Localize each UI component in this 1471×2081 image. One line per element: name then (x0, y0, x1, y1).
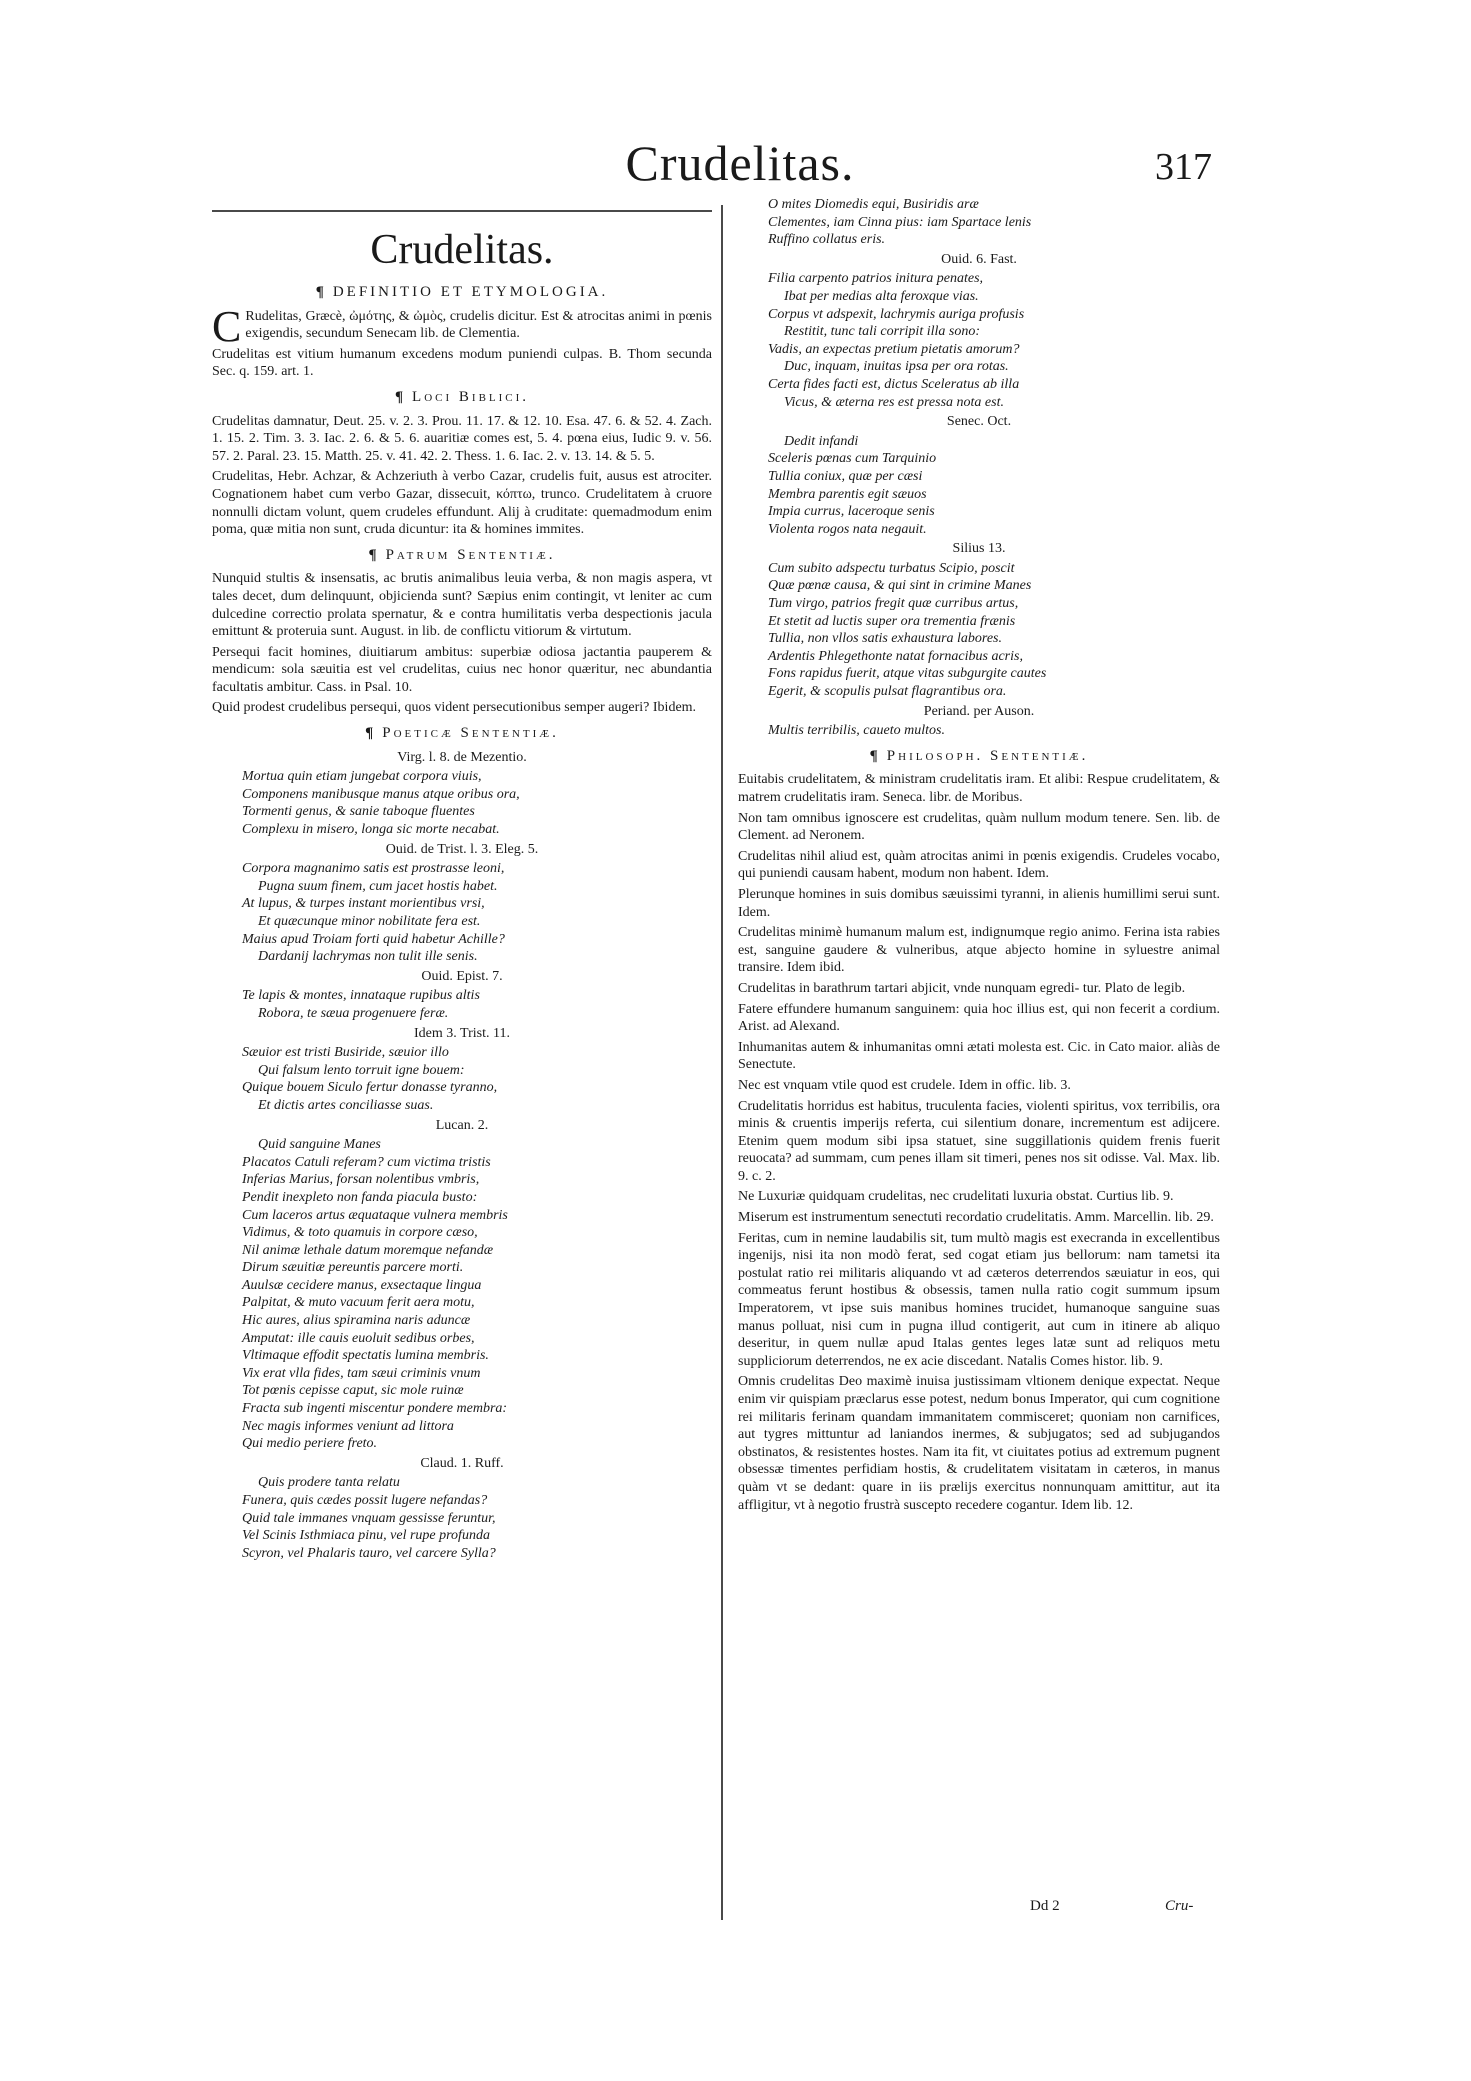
verse-line: Inferias Marius, forsan nolentibus vmbris, (242, 1172, 480, 1188)
verse-line: Palpitat, & muto vacuum ferit aera motu, (242, 1295, 475, 1311)
verse-line: Robora, te sæua progenuere feræ. (258, 1005, 449, 1021)
poet-attribution: Idem 3. Trist. 11. (414, 1025, 510, 1041)
verse-block (212, 768, 712, 838)
verse-line: Pugna suum finem, cum jacet hostis habet. (258, 878, 498, 894)
catchword: Cru- (1165, 1898, 1194, 1914)
verse-line: Amputat: ille cauis euoluit sedibus orbes, (242, 1330, 475, 1346)
verse-line: Et stetit ad luctis super ora trementia frænis (768, 613, 1016, 629)
verse-line: Vix erat vlla fides, tam sæui criminis vnum (242, 1365, 481, 1381)
verse-line: Cum laceros artus æquataque vulnera membris (242, 1207, 508, 1223)
philosophical-paragraph: Crudelitas nihil aliud est, quàm atrocitas animi in pœnis exigendis. Crudeles vocabo, qui puniendi causam habent, modum non habent. Idem. (738, 848, 1220, 882)
verse-line: Sæuior est tristi Busiride, sæuior illo (242, 1045, 449, 1061)
poet-attribution: Silius 13. (952, 541, 1006, 557)
verse-line: Cum subito adspectu turbatus Scipio, poscit (768, 560, 1015, 576)
definition-paragraph: Crudelitas est vitium humanum excedens modum puniendi culpas. B. Thom secunda Sec. q. 159. art. 1. (212, 346, 712, 380)
section-heading-text: Patrum Sententiæ. (385, 546, 556, 563)
verse-block (738, 196, 1220, 249)
verse-block (212, 860, 712, 966)
verse-block (212, 1474, 712, 1562)
philosophical-paragraph: Miserum est instrumentum senectuti recordatio crudelitatis. Amm. Marcellin. lib. 29. (738, 1210, 1214, 1226)
verse-line: Restitit, tunc tali corripit illa sono: (784, 324, 980, 340)
philosophical-paragraph: Nec est vnquam vtile quod est crudele. Idem in offic. lib. 3. (738, 1077, 1071, 1093)
verse-block (738, 560, 1220, 701)
section-heading-definitio (212, 284, 712, 302)
patristic-paragraph: Persequi facit homines, diuitiarum ambitus: superbiæ odiosa jactantia pauperem & mendicum: sola sæuitia est vel crudelitas, cuius nec honor quæritur, nec abundantia facultatis ambitur. Cass. in Psal. 10. (212, 644, 712, 695)
verse-line: Nil animæ lethale datum moremque nefandæ (242, 1242, 494, 1258)
verse-line: Tullia, non vllos satis exhaustura labores. (768, 631, 1002, 647)
poet-attribution: Ouid. 6. Fast. (941, 251, 1017, 267)
verse-line: Hic aures, alius spiramina naris aduncæ (242, 1313, 471, 1329)
verse-line: Auulsæ cecidere manus, exsectaque lingua (242, 1277, 482, 1293)
verse-block (212, 1136, 712, 1453)
pilcrow-icon: ¶ (368, 546, 380, 563)
biblical-paragraph: Crudelitas, Hebr. Achzar, & Achzeriuth à verbo Cazar, crudelis fuit, ausus est atrociter. Cognationem habet cum verbo Gazar, dissecuit, κόπτω, trunco. Crudelitatem à cruore nonnulli dictam volunt, quem crudeles effundunt. Alij à cruditate: quemadmodum enim poma, quæ mitia non sunt, cruda dicuntur: ita & homines immites. (212, 469, 712, 538)
philosophical-paragraph: Plerunque homines in suis domibus sæuissimi tyranni, in alienis humillimi serui sunt. Idem. (738, 886, 1220, 920)
verse-line: Filia carpento patrios initura penates, (768, 271, 984, 287)
verse-line: Vadis, an expectas pretium pietatis amorum? (768, 341, 1020, 357)
philosophical-paragraph: Crudelitas minimè humanum malum est, indignumque regio animo. Ferina ista rabies est, sanguine gaudere & vulneribus, atque abjecto homine in syluestre animal transire. Idem ibid. (738, 925, 1220, 976)
verse-line: Te lapis & montes, innataque rupibus altis (242, 988, 480, 1004)
verse-line: Et quæcunque minor nobilitate fera est. (258, 914, 481, 929)
verse-line: Certa fides facti est, dictus Sceleratus ab illa (768, 376, 1020, 392)
section-heading-biblici (212, 389, 712, 407)
verse-line: Quid sanguine Manes (258, 1137, 381, 1153)
verse-line: Componens manibusque manus atque oribus ora, (242, 786, 520, 802)
patristic-paragraph: Quid prodest crudelibus persequi, quos vident persecutionibus semper augeri? Ibidem. (212, 700, 697, 716)
verse-line: Corpora magnanimo satis est prostrasse leoni, (242, 861, 505, 877)
verse-line: Vel Scinis Isthmiaca pinu, vel rupe profunda (242, 1528, 490, 1544)
verse-line: Dirum sæuitiæ pereuntis parcere morti. (242, 1260, 464, 1276)
running-title: Crudelitas. (625, 135, 855, 191)
left-column (212, 210, 712, 1562)
philosophical-paragraph: Ne Luxuriæ quidquam crudelitas, nec crudelitati luxuria obstat. Curtius lib. 9. (738, 1189, 1174, 1205)
column-divider (721, 205, 723, 1920)
verse-line: Complexu in misero, longa sic morte necabat. (242, 822, 500, 838)
definition-paragraph (212, 301, 712, 351)
philosophical-paragraph: Non tam omnibus ignoscere est crudelitas, quàm nullum modum tenere. Sen. lib. de Clement. ad Neronem. (738, 810, 1220, 844)
pilcrow-icon: ¶ (869, 747, 881, 764)
verse-line: Mortua quin etiam jungebat corpora viuis, (242, 769, 482, 785)
verse-line: Nec magis informes veniunt ad littora (242, 1418, 454, 1434)
verse-line: Et dictis artes conciliasse suas. (258, 1097, 434, 1113)
verse-line: Impia currus, laceroque senis (768, 504, 935, 520)
section-heading-text: Loci Biblici. (412, 388, 530, 405)
verse-line: Funera, quis cædes possit lugere nefandas? (242, 1493, 488, 1508)
verse-line: Duc, inquam, inuitas ipsa per ora rotas. (784, 359, 1009, 375)
verse-block (738, 722, 1220, 740)
verse-line: At lupus, & turpes instant morientibus vrsi, (242, 896, 485, 912)
pilcrow-icon: ¶ (394, 388, 407, 405)
verse-line: Quique bouem Siculo fertur donasse tyranno, (242, 1080, 498, 1096)
poet-attribution: Ouid. Epist. 7. (421, 968, 503, 984)
verse-line: Placatos Catuli referam? cum victima tristis (242, 1154, 491, 1170)
verse-line: Dardanij lachrymas non tulit ille senis. (258, 949, 478, 965)
section-heading-text: DEFINITIO ET ETYMOLOGIA. (332, 284, 609, 300)
verse-block (738, 433, 1220, 539)
verse-line: Vicus, & æterna res est pressa nota est. (784, 394, 1004, 410)
philosophical-paragraph: Inhumanitas autem & inhumanitas omni ætati molesta est. Cic. in Cato maior. aliàs de Senectute. (738, 1039, 1220, 1073)
verse-block (212, 1044, 712, 1114)
verse-line: Corpus vt adspexit, lachrymis auriga profusis (768, 306, 1025, 322)
poet-attribution: Ouid. de Trist. l. 3. Eleg. 5. (385, 841, 539, 857)
verse-line: Qui falsum lento torruit igne bouem: (258, 1062, 465, 1078)
poet-attribution: Senec. Oct. (946, 414, 1012, 430)
verse-line: Vltimaque effodit spectatis lumina membris. (242, 1348, 489, 1364)
verse-line: Egerit, & scopulis pulsat flagrantibus ora. (768, 684, 1007, 700)
verse-block (212, 987, 712, 1022)
poet-attribution: Virg. l. 8. de Mezentio. (397, 749, 527, 765)
verse-line: Dedit infandi (784, 433, 859, 449)
philosophical-paragraph: Fatere effundere humanum sanguinem: quia hoc illius est, qui non fecerit a cordium. Arist. ad Alexand. (738, 1001, 1220, 1035)
verse-line: Multis terribilis, caueto multos. (768, 723, 945, 739)
verse-line: Vidimus, & toto quamuis in corpore cæso, (242, 1225, 478, 1241)
verse-line: Membra parentis egit sæuos (768, 486, 927, 502)
verse-line: Clementes, iam Cinna pius: iam Spartace lenis (768, 214, 1032, 230)
verse-line: Tot pœnis cepisse caput, sic mole ruinæ (242, 1383, 464, 1399)
poet-attribution: Periand. per Auson. (923, 703, 1035, 719)
verse-line: Pendit inexpleto non fanda piacula busto: (242, 1189, 478, 1205)
entry-title: Crudelitas. (370, 227, 554, 273)
verse-line: Maius apud Troiam forti quid habetur Achille? (242, 931, 505, 947)
verse-line: Violenta rogos nata negauit. (768, 521, 927, 537)
section-heading-poeticae (212, 725, 712, 743)
philosophical-paragraph: Euitabis crudelitatem, & ministram crudelitatis iram. Et alibi: Respue crudelitatem, & matrem crudelitatis iram. Seneca. libr. de Moribus. (738, 772, 1220, 805)
philosophical-paragraph: Omnis crudelitas Deo maximè inuisa justissimam vltionem denique expectat. Neque enim vir quispiam præclarus esse potest, nedum bonus Imperator, qui cum cognitione rei militaris ferinam quandam immanitatem commisceret; quoniam non carnifices, aut tygres mittuntur ad laniandos inermes, & subjugatos; sed ad subjugandos obstinatos, & resistentes hostes. Nam ita fit, vt ciuitates potius ad extremum pugnent obsessæ timentes perfidiam hostis, & crudelitatem visitatam in cæteros, in manus quàm vt se dedant: quare in iis prælijs exercitus nonnunquam amittitur, aut ita affligitur, vt à negotio frustrà suscepto recedere cogantur. Idem lib. 12. (738, 1374, 1220, 1513)
verse-line: Scyron, vel Phalaris tauro, vel carcere Sylla? (242, 1545, 496, 1561)
page-number: 317 (1155, 146, 1212, 188)
verse-line: Ibat per medias alta feroxque vias. (784, 288, 979, 304)
verse-line: Qui medio periere freto. (242, 1436, 378, 1452)
verse-line: Fons rapidus fuerit, atque vitas subgurgite cautes (768, 666, 1047, 682)
verse-line: Quid tale immanes vnquam gessisse feruntur, (242, 1510, 496, 1526)
pilcrow-icon: ¶ (315, 284, 327, 300)
biblical-paragraph: Crudelitas damnatur, Deut. 25. v. 2. 3. Prou. 11. 17. & 12. 10. Esa. 47. 6. & 52. 4. Zach. 1. 15. 2. Tim. 3. 3. Iac. 2. 6. & 5. 6. auaritiæ comes est, 5. 4. pœna eius, Iudic 9. v. 56. 57. 2. Paral. 23. 15. Matth. 25. v. 41. 42. 2. Thess. 1. 6. Iac. 2. v. 13. 14. & 5. 5. (212, 413, 712, 464)
verse-line: Quis prodere tanta relatu (258, 1475, 400, 1491)
right-column (738, 196, 1220, 1517)
verse-line: Tum virgo, patrios fregit quæ curribus artus, (768, 596, 1019, 612)
verse-block (738, 270, 1220, 411)
patristic-paragraph: Nunquid stultis & insensatis, ac brutis animalibus leuia verba, & non magis aspera, vt tales decet, dum delinquunt, objicienda sunt? Sæpius enim contingit, vt leniter ac cum dulcedine correctio prolata spernatur, & e contra humilitatis verba despectionis jacula emittunt & proteruia sunt. August. in lib. de conflictu vitiorum & virtutum. (212, 571, 712, 640)
section-heading-text: Philosoph. Sententiæ. (886, 747, 1089, 764)
philosophical-paragraph: Feritas, cum in nemine laudabilis sit, tum multò magis est execranda in excellentibus ingenijs, nisi ita non modò ferat, sed cogat etiam jus bellorum: nam tametsi ita postulat ratio rei militaris aliquando vt ad cæteros deterrendos sæuiatur in eos, qui commeatus ferunt hostibus & obsessis, tamen nulla ratio cogit summum ipsum Imperatorem, vt ipse suis manibus homines trucidet, humanoque sanguine suas manus polluat, nisi cum in pugna illud contigerit, aut cum in itinere ab aliquo deseritur, in quem nullæ apud Italas gentes leges latæ sunt ad reliquos metu suppliciorum deterrendos, ne ex acie discedant. Natalis Comes histor. lib. 9. (738, 1230, 1220, 1369)
verse-line: O mites Diomedis equi, Busiridis aræ (768, 197, 979, 212)
philosophical-paragraph: Crudelitas in barathrum tartari abjicit, vnde nunquam egredi- tur. Plato de legib. (738, 980, 1186, 996)
verse-line: Ardentis Phlegethonte natat fornacibus acris, (768, 648, 1023, 664)
verse-line: Tullia coniux, quæ per cæsi (768, 468, 923, 484)
verse-line: Quæ pœnæ causa, & qui sint in crimine Manes (768, 578, 1032, 594)
poet-attribution: Lucan. 2. (435, 1117, 489, 1133)
drop-cap-c: C (212, 301, 242, 351)
section-heading-text: Poeticæ Sententiæ. (382, 725, 559, 742)
paragraph-text: Rudelitas, Græcè, ὠμότης, & ὠμὸς, crudelis dicitur. Est & atrocitas animi in pœnis exigendis, secundum Senecam lib. de Clementia. (245, 308, 712, 342)
signature-mark: Dd 2 (1030, 1898, 1060, 1914)
section-heading-philosoph (738, 748, 1220, 766)
poet-attribution: Claud. 1. Ruff. (420, 1455, 504, 1471)
verse-line: Ruffino collatus eris. (768, 232, 886, 248)
philosophical-paragraph: Crudelitatis horridus est habitus, truculenta facies, violenti spiritus, vox terribilis, ora minis & cruentis imperijs referta, cui silentium donare, incrementum est adijcere. Etenim quem modum sibi ipsa statuet, sine suggillationis quidem frenis fuerit reuocata? ad summam, cum penes illam sit timeri, penes nos sit odisse. Val. Max. lib. 9. c. 2. (738, 1098, 1220, 1184)
section-heading-patrum (212, 547, 712, 565)
pilcrow-icon: ¶ (365, 725, 377, 742)
verse-line: Sceleris pœnas cum Tarquinio (768, 451, 937, 467)
verse-line: Fracta sub ingenti miscentur pondere membra: (242, 1401, 508, 1417)
verse-line: Tormenti genus, & sanie taboque fluentes (242, 804, 475, 820)
